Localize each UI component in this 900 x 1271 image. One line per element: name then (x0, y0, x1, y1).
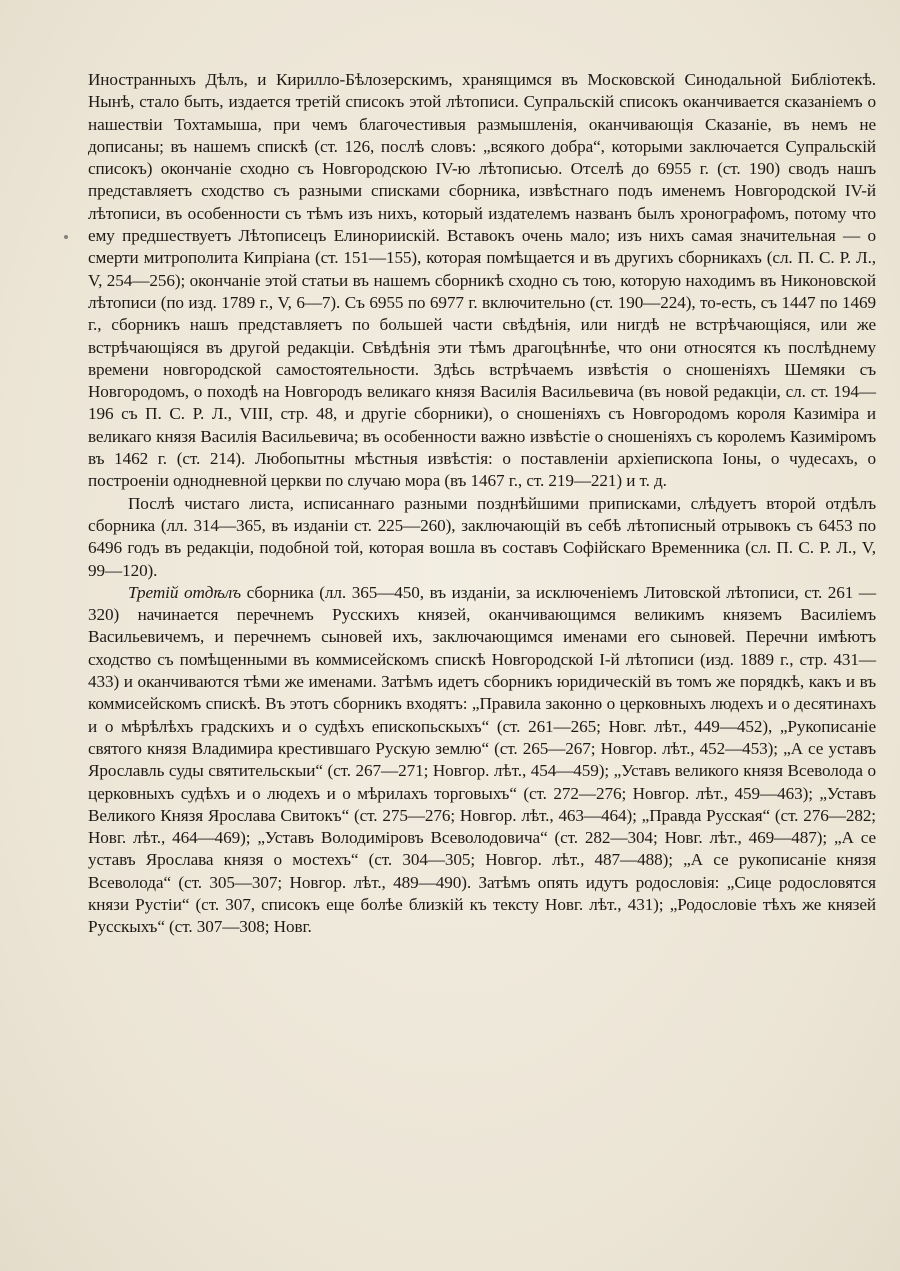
paragraph-2 (88, 493, 876, 582)
paragraph-3 (88, 582, 876, 939)
paragraph-3-lead: Третій отдѣлъ (128, 582, 241, 602)
paragraph-2-text: Послѣ чистаго листа, исписаннаго разными позднѣйшими приписками, слѣдуетъ второй отдѣлъ сборника (лл. 314—365, въ изданіи ст. 225—260), заключающій въ себѣ лѣтописный отрывокъ съ 6453 по 6496 годъ въ редакціи, подобной той, которая вошла въ составъ Софійскаго Временника (сл. П. С. Р. Л., V, 99—120). (88, 493, 876, 580)
paragraph-3-text: сборника (лл. 365—450, въ изданіи, за исключеніемъ Литовской лѣтописи, ст. 261 — 320) начинается перечнемъ Русскихъ князей, оканчивающимся великимъ княземъ Василіемъ Васильевичемъ, и перечнемъ сыновей ихъ, заключающимся именами его сыновей. Перечни имѣютъ сходство съ помѣщенными въ коммисейскомъ спискѣ Новгородской I-й лѣтописи (изд. 1889 г., стр. 431—433) и оканчиваются тѣми же именами. Затѣмъ идетъ сборникъ юридическій въ томъ же порядкѣ, какъ и въ коммисейскомъ спискѣ. Въ этотъ сборникъ входятъ: „Правила законно о церковныхъ людехъ и о десятинахъ и о мѣрѣлѣхъ градскихъ и о судѣхъ епископьскыхъ“ (ст. 261—265; Новг. лѣт., 449—452), „Рукописаніе святого князя Владимира крестившаго Рускую землю“ (ст. 265—267; Новгор. лѣт., 452—453); „А се уставъ Ярославль суды святительскыи“ (ст. 267—271; Новгор. лѣт., 454—459); „Уставъ великого князя Всеволода о церковныхъ судѣхъ и о людехъ и о мѣрилахъ торговыхъ“ (ст. 272—276; Новгор. лѣт., 459—463); „Уставъ Великого Князя Ярослава Свитокъ“ (ст. 275—276; Новгор. лѣт., 463—464); „Правда Русская“ (ст. 276—282; Новг. лѣт., 464—469); „Уставъ Володиміровъ Всеволодовича“ (ст. 282—304; Новг. лѣт., 469—487); „А се уставъ Ярослава князя о мостехъ“ (ст. 304—305; Новгор. лѣт., 487—488); „А се рукописаніе князя Всеволода“ (ст. 305—307; Новгор. лѣт., 489—490). Затѣмъ опять идутъ родословія: „Сице родословятся князи Рустіи“ (ст. 307, списокъ еще болѣе близкій къ тексту Новг. лѣт., 431); „Родословіе тѣхъ же князей Русскыхъ“ (ст. 307—308; Новг. (88, 582, 876, 937)
paragraph-1 (88, 69, 876, 493)
margin-speck (64, 235, 68, 239)
body-text (88, 69, 876, 939)
paragraph-1-text: Иностранныхъ Дѣлъ, и Кирилло-Бѣлозерскимъ, хранящимся въ Московской Синодальной Библіотекѣ. Нынѣ, стало быть, издается третій списокъ этой лѣтописи. Супральскій списокъ оканчивается сказаніемъ о нашествіи Тохтамыша, при чемъ благочестивыя размышленія, оканчивающія Сказаніе, въ немъ не дописаны; въ нашемъ спискѣ (ст. 126, послѣ словъ: „всякого добра“, которыми заключается Супральскій списокъ) окончаніе сходно съ Новгородскою IV-ю лѣтописью. Отселѣ до 6955 г. (ст. 190) сводъ нашъ представляетъ сходство съ разными списками сборника, извѣстнаго подъ именемъ Новгородской IV-й лѣтописи, въ особенности съ тѣмъ изъ нихъ, который издателемъ названъ былъ хронографомъ, потому что ему предшествуетъ Лѣтописецъ Елинориискій. Вставокъ очень мало; изъ нихъ самая значительная — о смерти митрополита Кипріана (ст. 151—155), которая помѣщается и въ другихъ сборникахъ (сл. П. С. Р. Л., V, 254—256); окончаніе этой статьи въ нашемъ сборникѣ сходно съ тою, которую находимъ въ Никоновской лѣтописи (по изд. 1789 г., V, 6—7). Съ 6955 по 6977 г. включительно (ст. 190—224), то-есть, съ 1447 по 1469 г., сборникъ нашъ представляетъ по большей части свѣдѣнія, или нигдѣ не встрѣчающіяся, или же встрѣчающіяся въ другой редакціи. Свѣдѣнія эти тѣмъ драгоцѣннѣе, что они относятся къ послѣднему времени новгородской самостоятельности. Здѣсь встрѣчаемъ извѣстія о сношеніяхъ Шемяки съ Новгородомъ, о походѣ на Новгородъ великаго князя Василія Васильевича (въ новой редакціи, сл. ст. 194—196 съ П. С. Р. Л., VIII, стр. 48, и другіе сборники), о сношеніяхъ съ Новгородомъ короля Казиміра и великаго князя Василія Васильевича; въ особенности важно извѣстіе о сношеніяхъ съ королемъ Казиміромъ въ 1462 г. (ст. 214). Любопытны мѣстныя извѣстія: о поставленіи архіепископа Іоны, о чудесахъ, о построеніи однодневной церкви по случаю мора (въ 1467 г., ст. 219—221) и т. д. (88, 70, 876, 491)
